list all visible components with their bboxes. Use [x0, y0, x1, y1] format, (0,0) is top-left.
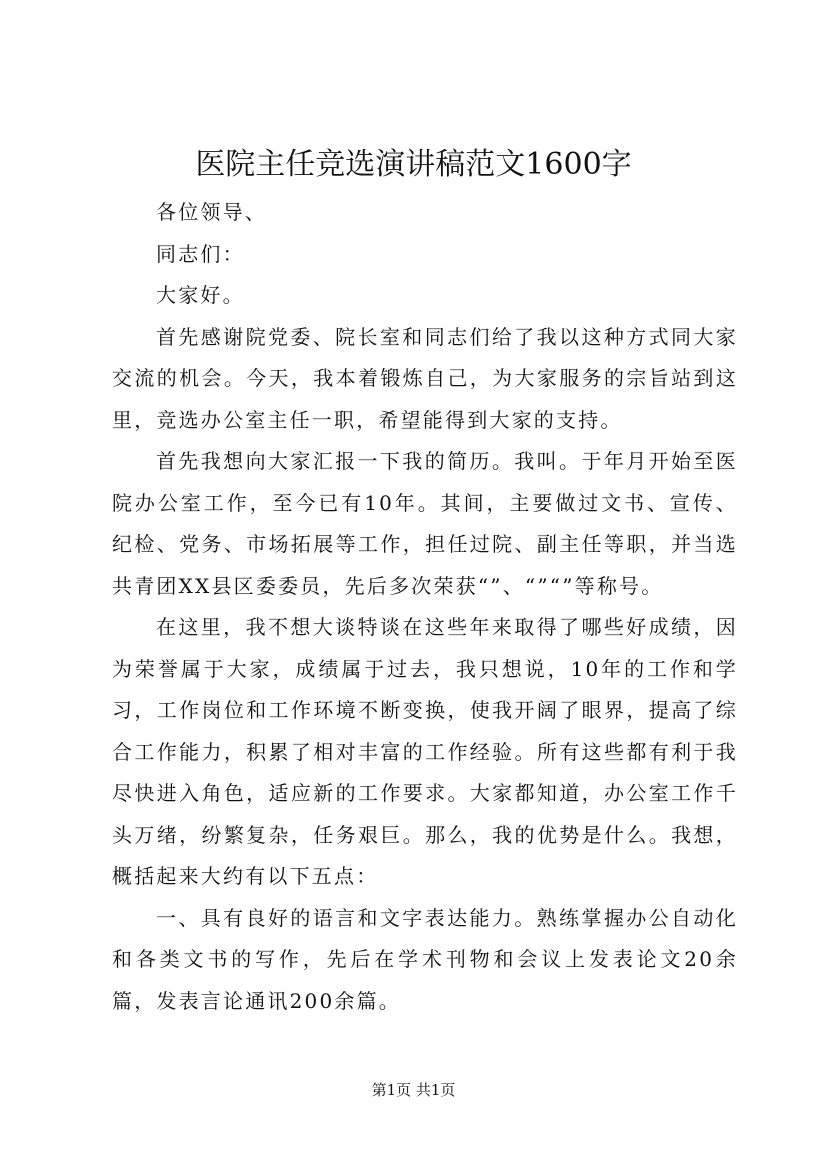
- document-body: [112, 192, 738, 1022]
- paragraph-strength-one: 一、具有良好的语言和文字表达能力。熟练掌握办公自动化和各类文书的写作，先后在学术刊物和会议上发表论文20余篇，发表言论通讯200余篇。: [112, 905, 738, 1013]
- salutation-leaders: 各位领导、: [156, 200, 267, 224]
- document-title: 医院主任竞选演讲稿范文1600字: [195, 147, 632, 182]
- greeting: 大家好。: [156, 283, 245, 307]
- paragraph-resume: 首先我想向大家汇报一下我的简历。我叫。于年月开始至医院办公室工作，至今已有10年。其间，主要做过文书、宣传、纪检、党务、市场拓展等工作，担任过院、副主任等职，并当选共青团XX县区委委员，先后多次荣获“”、“”“”等称号。: [112, 449, 738, 598]
- paragraph-thanks: 首先感谢院党委、院长室和同志们给了我以这种方式同大家交流的机会。今天，我本着锻炼自己，为大家服务的宗旨站到这里，竞选办公室主任一职，希望能得到大家的支持。: [112, 324, 738, 432]
- paragraph-experience: 在这里，我不想大谈特谈在这些年来取得了哪些好成绩，因为荣誉属于大家，成绩属于过去，我只想说，10年的工作和学习，工作岗位和工作环境不断变换，使我开阔了眼界，提高了综合工作能力，积累了相对丰富的工作经验。所有这些都有利于我尽快进入角色，适应新的工作要求。大家都知道，办公室工作千头万绪，纷繁复杂，任务艰巨。那么，我的优势是什么。我想，概括起来大约有以下五点：: [112, 615, 738, 888]
- salutation-comrades: 同志们：: [156, 241, 245, 266]
- page-footer: 第1页 共1页: [371, 1081, 456, 1099]
